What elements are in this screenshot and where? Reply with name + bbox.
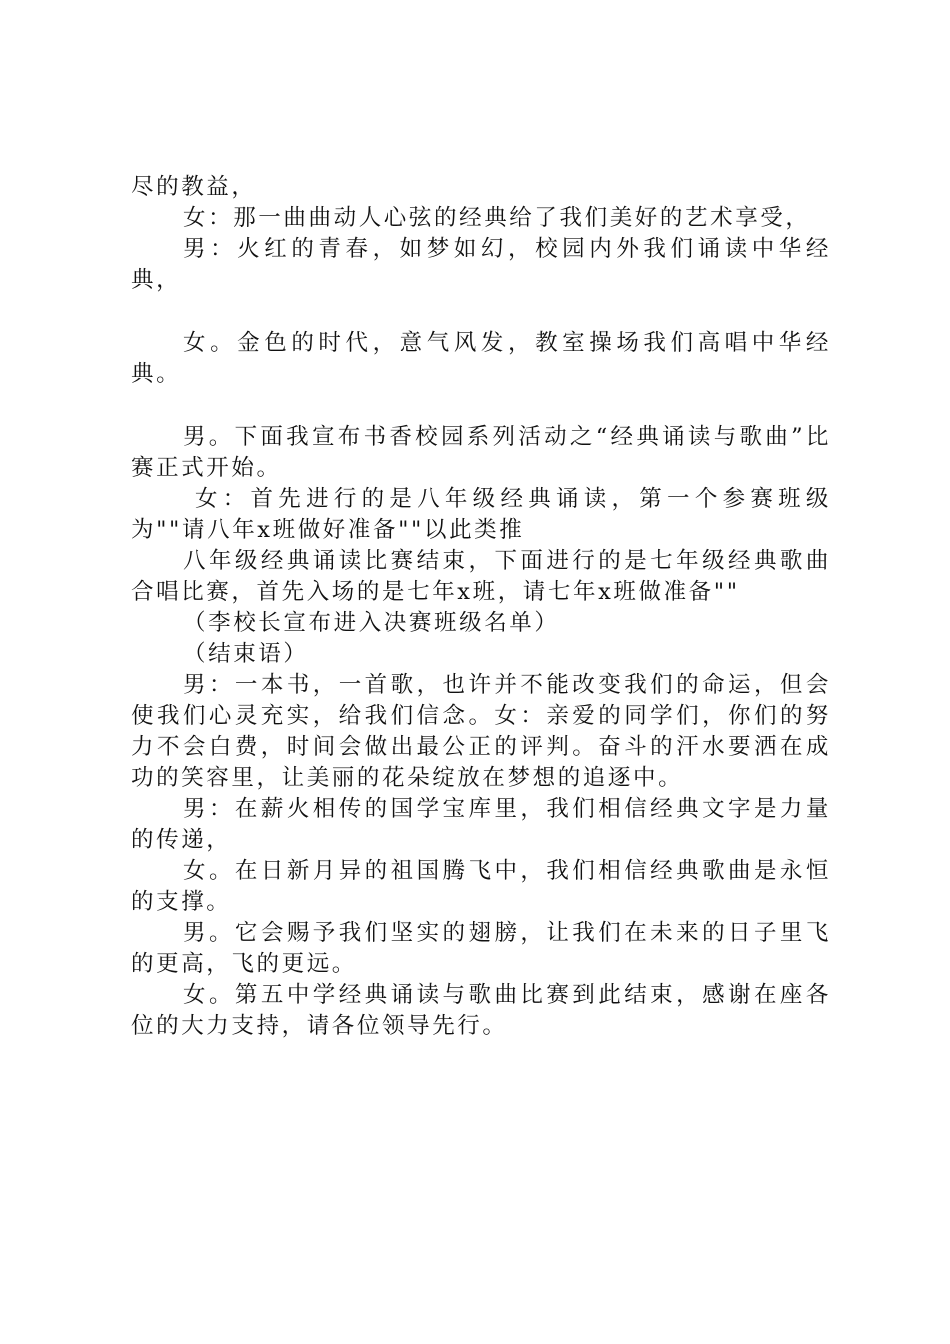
- paragraph-male-line: 男。它会赐予我们坚实的翅膀，让我们在未来的日子里飞的更高，飞的更远。: [131, 920, 831, 977]
- document-body: [131, 172, 831, 1042]
- paragraph-closing-heading: （结束语）: [183, 641, 309, 667]
- paragraph-closing-remarks: 男：一本书，一首歌，也许并不能改变我们的命运，但会使我们心灵充实，给我们信念。女：亲爱的同学们，你们的努力不会白费，时间会做出最公正的评判。奋斗的汗水要洒在成功的笑容里，让美丽的花朵绽放在梦想的追逐中。: [131, 672, 831, 791]
- paragraph-continuation: 尽的教益，: [131, 174, 257, 200]
- paragraph-female-line: 女。金色的时代，意气风发，教室操场我们高唱中华经典。: [131, 330, 831, 387]
- paragraph-female-line: 女：那一曲曲动人心弦的经典给了我们美好的艺术享受，: [183, 205, 811, 231]
- paragraph-female-line: 女。在日新月异的祖国腾飞中，我们相信经典歌曲是永恒的支撑。: [131, 858, 831, 915]
- paragraph-male-line: 男：在薪火相传的国学宝库里，我们相信经典文字是力量的传递，: [131, 796, 831, 853]
- paragraph-first-class: 女：首先进行的是八年级经典诵读，第一个参赛班级为""请八年x班做好准备""以此类推: [131, 486, 831, 543]
- paragraph-announcement: 男。下面我宣布书香校园系列活动之“经典诵读与歌曲”比赛正式开始。: [131, 424, 831, 481]
- paragraph-grade-seven: 八年级经典诵读比赛结束，下面进行的是七年级经典歌曲合唱比赛，首先入场的是七年x班，请七年x班做准备"": [131, 548, 831, 605]
- paragraph-final-line: 女。第五中学经典诵读与歌曲比赛到此结束，感谢在座各位的大力支持，请各位领导先行。: [131, 982, 831, 1039]
- paragraph-finalist-list: （李校长宣布进入决赛班级名单）: [183, 610, 560, 636]
- paragraph-male-line: 男：火红的青春，如梦如幻，校园内外我们诵读中华经典，: [131, 236, 831, 293]
